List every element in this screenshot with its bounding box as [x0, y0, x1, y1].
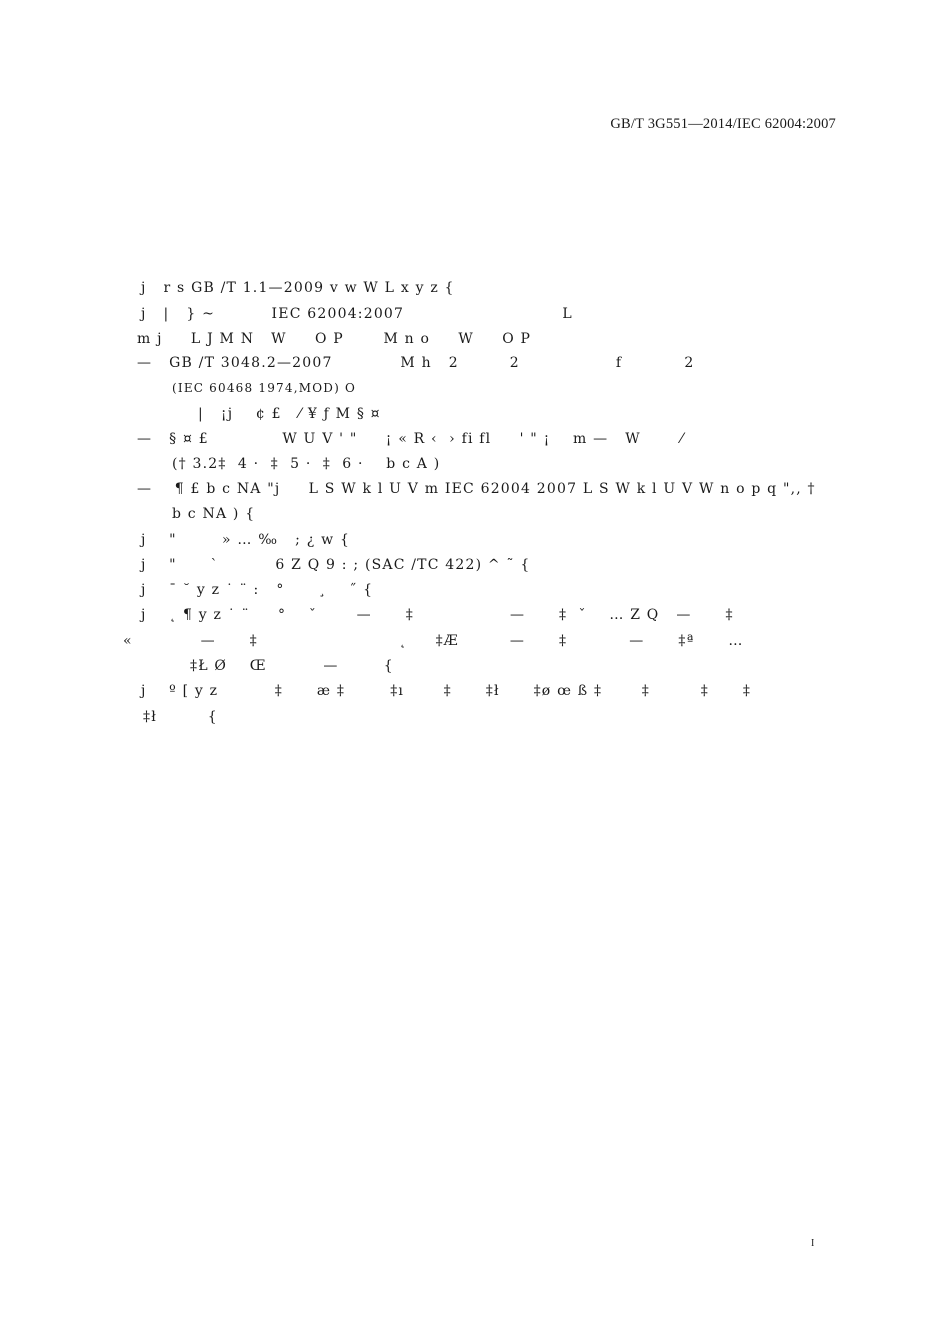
standard-header: GB/T 3G551—2014/IEC 62004:2007	[610, 116, 836, 132]
body-line: j ˛ ¶ y z ˙ ¨ ° ˇ — ‡ — ‡ ˇ … Z Q — ‡	[141, 607, 734, 623]
body-line: j " ` 6 Z Q 9 : ; (SAC /TC 422) ^ ˜ {	[141, 557, 531, 573]
body-line: († 3.2‡ 4 · ‡ 5 · ‡ 6 · b c A )	[172, 456, 441, 472]
body-line: — § ¤ £ W U V ' " ¡ « R ‹ › fi fl ' " ¡ m — W ⁄	[137, 431, 684, 447]
body-line: j | } ~ IEC 62004:2007 L	[141, 306, 573, 322]
body-line: « — ‡ ˛ ‡Æ — ‡ — ‡ª …	[123, 633, 744, 649]
page-number: I	[811, 1238, 815, 1249]
body-line: j º [ y z ‡ æ ‡ ‡ı ‡ ‡ł ‡ø œ ß ‡ ‡ ‡ ‡	[141, 683, 752, 699]
body-line: j ¯ ˘ y z ˙ ¨ : ° ¸ ˝ {	[141, 582, 374, 598]
body-line: j r s GB /T 1.1—2009 v w W L x y z {	[141, 280, 455, 296]
body-line: — GB /T 3048.2—2007 M h 2 2 f 2	[137, 355, 695, 371]
body-line: ‡Ł Ø Œ — {	[190, 658, 394, 674]
body-line: m j L J M N W O P M n o W O P	[137, 331, 532, 347]
body-line: | ¡j ¢ £ ⁄ ¥ ƒ M § ¤	[198, 406, 381, 422]
body-line: — ¶ £ b c NA "j L S W k l U V m IEC 62004 2007 L S W k l U V W n o p q ",, †	[137, 481, 816, 497]
body-line: b c NA ) {	[172, 506, 256, 522]
body-line: ‡ł {	[143, 709, 218, 725]
body-line: (IEC 60468 1974,MOD) O	[172, 381, 356, 395]
body-line: j " » … ‰ ; ¿ w {	[141, 532, 351, 548]
